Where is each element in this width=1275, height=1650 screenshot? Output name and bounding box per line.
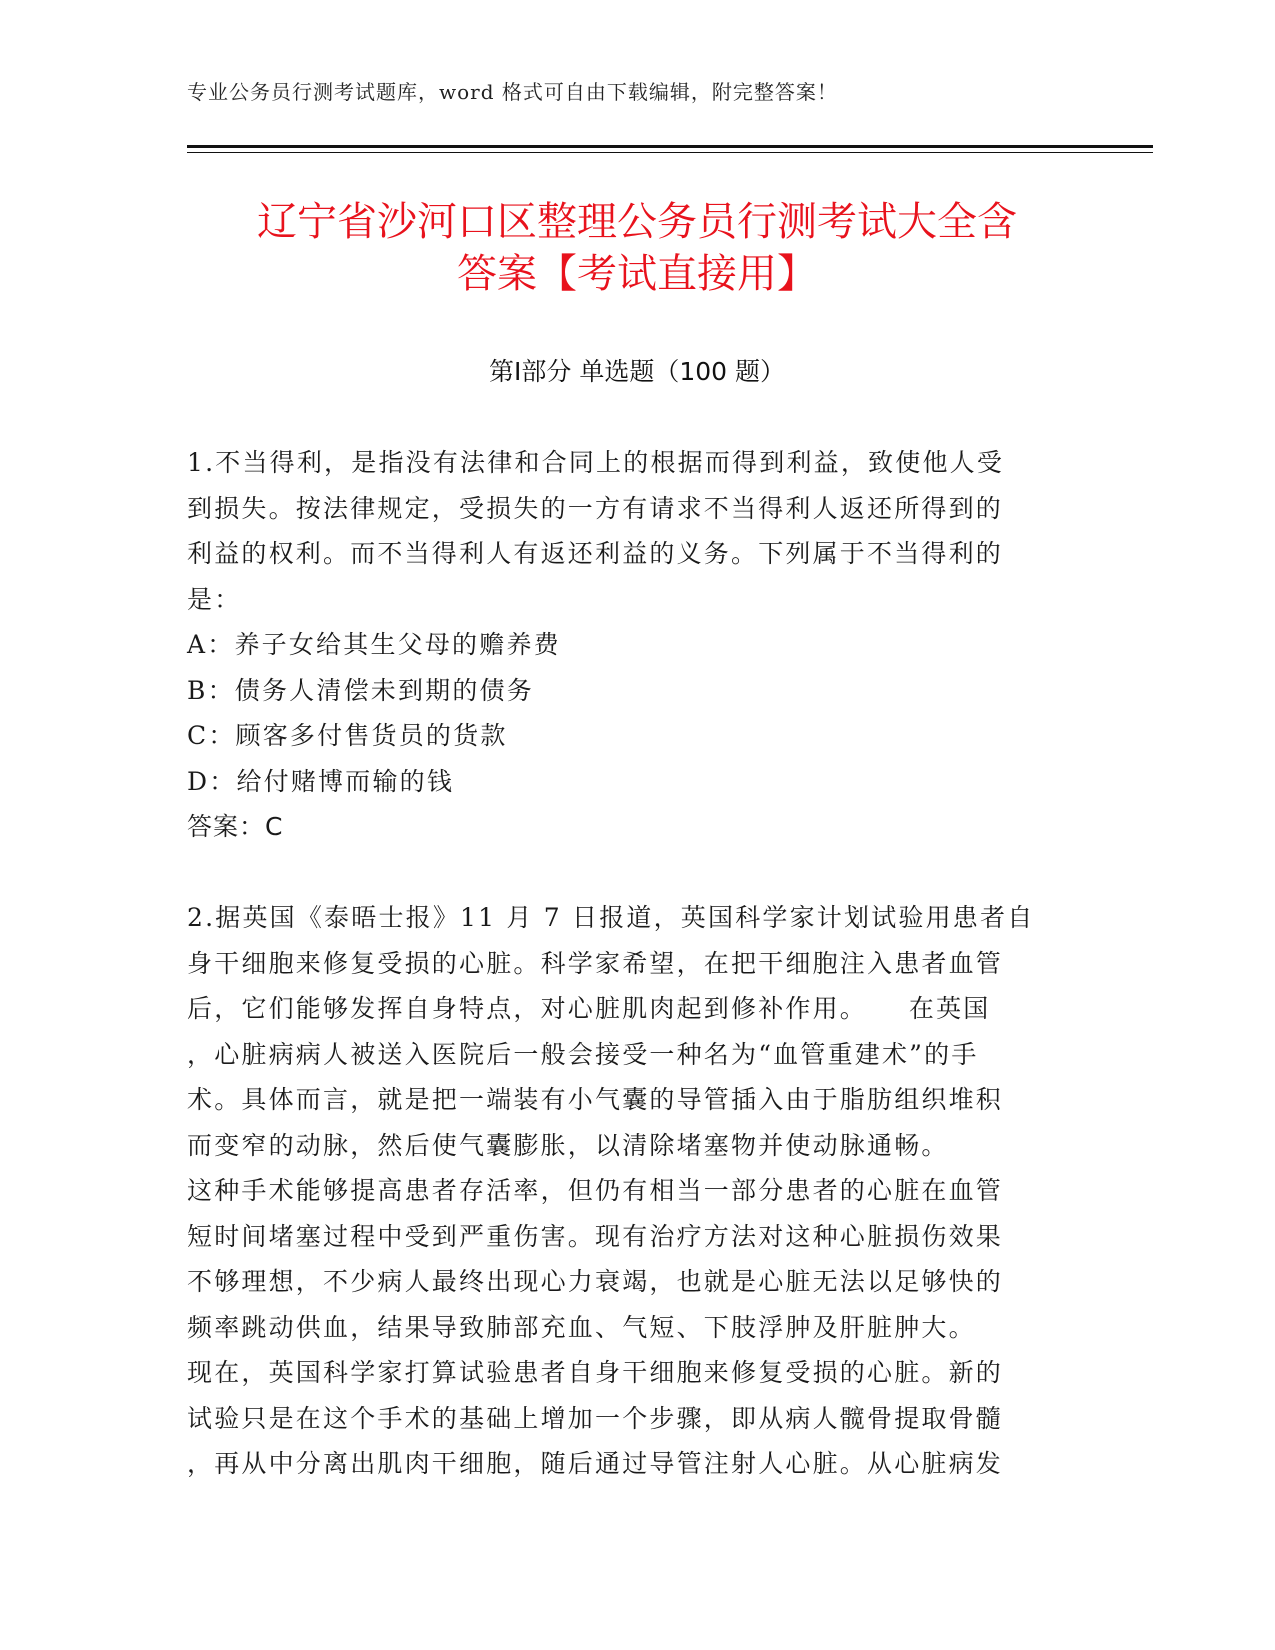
question-2-stem-line: 现在，英国科学家打算试验患者自身干细胞来修复受损的心脏。新的 <box>187 1358 1004 1387</box>
question-2-stem-line: ，心脏病病人被送入医院后一般会接受一种名为“血管重建术”的手 <box>187 1039 979 1069</box>
question-1-option-b: B：债务人清偿未到期的债务 <box>187 675 534 705</box>
document-title-line-1: 辽宁省沙河口区整理公务员行测考试大全含 <box>257 199 1017 245</box>
document-title-line-2: 答案【考试直接用】 <box>457 251 817 297</box>
question-1-stem-line: 1.不当得利，是指没有法律和合同上的根据而得到利益，致使他人受 <box>187 448 1005 477</box>
question-2-stem-line: 试验只是在这个手术的基础上增加一个步骤，即从病人髋骨提取骨髓 <box>187 1403 1004 1433</box>
header-divider-thick <box>187 145 1153 148</box>
question-1-option-c: C：顾客多付售货员的货款 <box>187 721 508 750</box>
question-2-stem-line: 术。具体而言，就是把一端装有小气囊的导管插入由于脂肪组织堆积 <box>187 1085 1004 1114</box>
question-1-option-d: D：给付赌博而输的钱 <box>187 766 455 796</box>
header-note: 专业公务员行测考试题库，word 格式可自由下载编辑，附完整答案！ <box>187 80 838 104</box>
question-1-stem-line: 利益的权利。而不当得利人有返还利益的义务。下列属于不当得利的 <box>187 539 1004 568</box>
question-1-stem-line: 是： <box>187 584 242 614</box>
question-1-answer: 答案：C <box>187 812 284 841</box>
document-title <box>187 196 1087 300</box>
question-2-stem-line: 2.据英国《泰晤士报》11 月 7 日报道，英国科学家计划试验用患者自 <box>187 903 1035 932</box>
question-1 <box>187 440 1067 850</box>
question-2-stem-line: 身干细胞来修复受损的心脏。科学家希望，在把干细胞注入患者血管 <box>187 948 1004 978</box>
question-2-stem-line: 不够理想，不少病人最终出现心力衰竭，也就是心脏无法以足够快的 <box>187 1267 1004 1296</box>
question-2-stem-line: 而变窄的动脉，然后使气囊膨胀，以清除堵塞物并使动脉通畅。 <box>187 1130 949 1160</box>
header-divider-thin <box>187 152 1153 153</box>
question-1-stem-line: 到损失。按法律规定，受损失的一方有请求不当得利人返还所得到的 <box>187 493 1004 523</box>
question-2-stem-line: ，再从中分离出肌肉干细胞，随后通过导管注射人心脏。从心脏病发 <box>187 1449 1004 1478</box>
question-2-stem-line: 后，它们能够发挥自身特点，对心脏肌肉起到修补作用。 在英国 <box>187 994 991 1023</box>
question-1-option-a: A：养子女给其生父母的赡养费 <box>187 630 561 659</box>
question-2-stem-line: 频率跳动供血，结果导致肺部充血、气短、下肢浮肿及肝脏肿大。 <box>187 1312 976 1342</box>
question-2-stem-line: 短时间堵塞过程中受到严重伤害。现有治疗方法对这种心脏损伤效果 <box>187 1221 1004 1251</box>
section-heading: 第Ⅰ部分 单选题（100 题） <box>489 357 785 386</box>
question-2-stem-line: 这种手术能够提高患者存活率，但仍有相当一部分患者的心脏在血管 <box>187 1176 1004 1205</box>
question-2 <box>187 895 1067 1487</box>
